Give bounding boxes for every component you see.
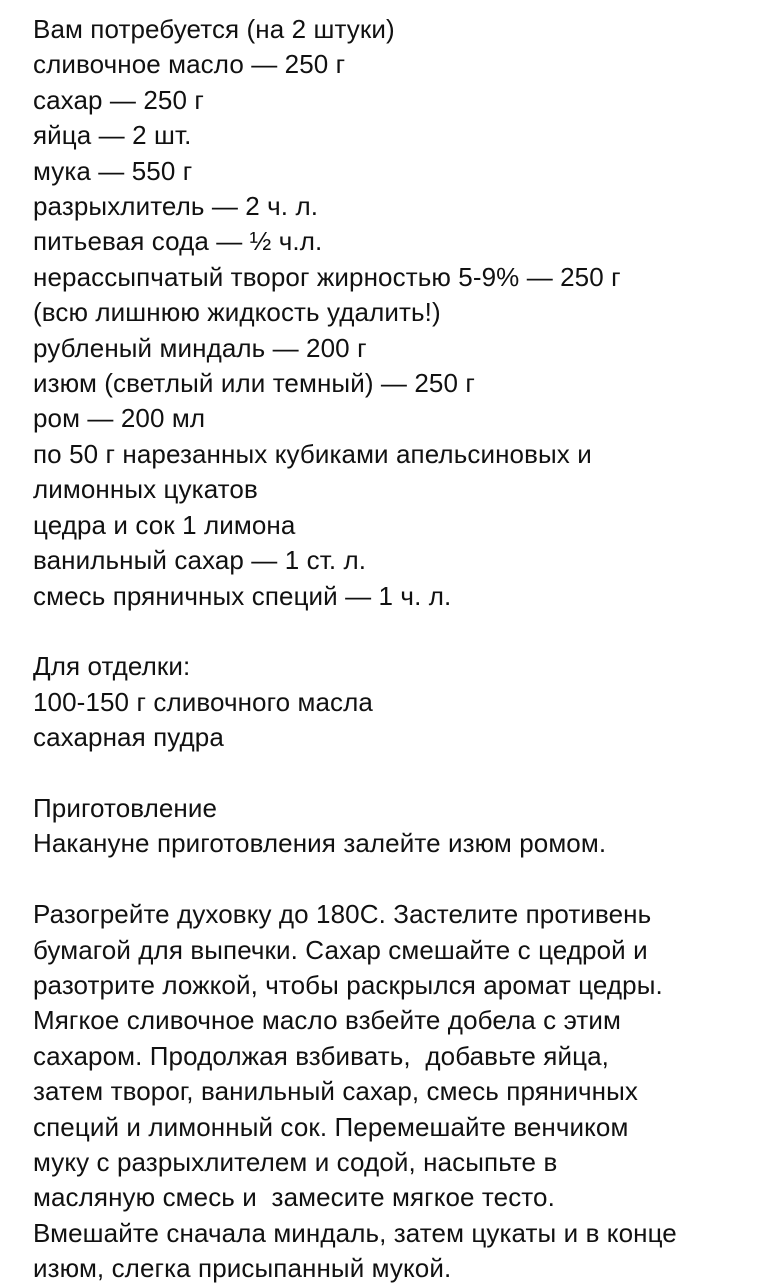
method-paragraph [33, 897, 760, 1286]
ingredient-line: смесь пряничных специй — 1 ч. л. [33, 580, 452, 611]
ingredient-line: питьевая сода — ½ ч.л. [33, 226, 323, 257]
paragraph-gap [33, 862, 760, 897]
ingredient-line: разрыхлитель — 2 ч. л. [33, 191, 319, 222]
decoration-list [33, 649, 760, 755]
method-line: затем творог, ванильный сахар, смесь пряничных [33, 1076, 638, 1107]
ingredients-heading: Вам потребуется (на 2 штуки) [33, 14, 395, 44]
method-line: разотрите ложкой, чтобы раскрылся аромат цедры. [33, 969, 663, 1000]
ingredient-line: лимонных цукатов [33, 474, 258, 505]
ingredient-line: яйца — 2 шт. [33, 120, 192, 151]
method-line: изюм, слегка присыпанный мукой. [33, 1253, 452, 1284]
method-line: сахаром. Продолжая взбивать, добавьте яйца, [33, 1040, 609, 1071]
method-line: муку с разрыхлителем и содой, насыпьте в [33, 1146, 558, 1177]
method-line: бумагой для выпечки. Сахар смешайте с цедрой и [33, 934, 648, 965]
method-line: специй и лимонный сок. Перемешайте венчиком [33, 1111, 629, 1142]
method-line: Вмешайте сначала миндаль, затем цукаты и в конце [33, 1217, 677, 1248]
method-line: Мягкое сливочное масло взбейте добела с этим [33, 1005, 622, 1036]
decoration-line: сахарная пудра [33, 722, 224, 753]
paragraph-gap [33, 614, 760, 649]
ingredient-line: (всю лишнюю жидкость удалить!) [33, 297, 441, 328]
ingredient-line: изюм (светлый или темный) — 250 г [33, 368, 475, 399]
method-line: Разогрейте духовку до 180С. Застелите противень [33, 899, 652, 930]
ingredient-line: ром — 200 мл [33, 403, 206, 434]
decoration-line: 100-150 г сливочного масла [33, 686, 373, 717]
preparation-line: Накануне приготовления залейте изюм ромом. [33, 828, 607, 859]
preparation-intro [33, 791, 760, 862]
ingredient-line: рубленый миндаль — 200 г [33, 332, 367, 363]
ingredient-line: сахар — 250 г [33, 84, 204, 115]
ingredient-line: нерассыпчатый творог жирностью 5-9% — 250 г [33, 261, 621, 292]
ingredient-line: сливочное масло — 250 г [33, 49, 346, 80]
method-line: масляную смесь и замесите мягкое тесто. [33, 1182, 555, 1213]
ingredient-line: ванильный сахар — 1 ст. л. [33, 545, 367, 576]
preparation-heading: Приготовление [33, 792, 218, 823]
ingredient-line: мука — 550 г [33, 155, 193, 186]
ingredient-line: по 50 г нарезанных кубиками апельсиновых и [33, 438, 592, 469]
ingredients-list [33, 12, 760, 614]
paragraph-gap [33, 756, 760, 791]
decoration-heading: Для отделки: [33, 651, 191, 682]
ingredient-line: цедра и сок 1 лимона [33, 509, 296, 540]
